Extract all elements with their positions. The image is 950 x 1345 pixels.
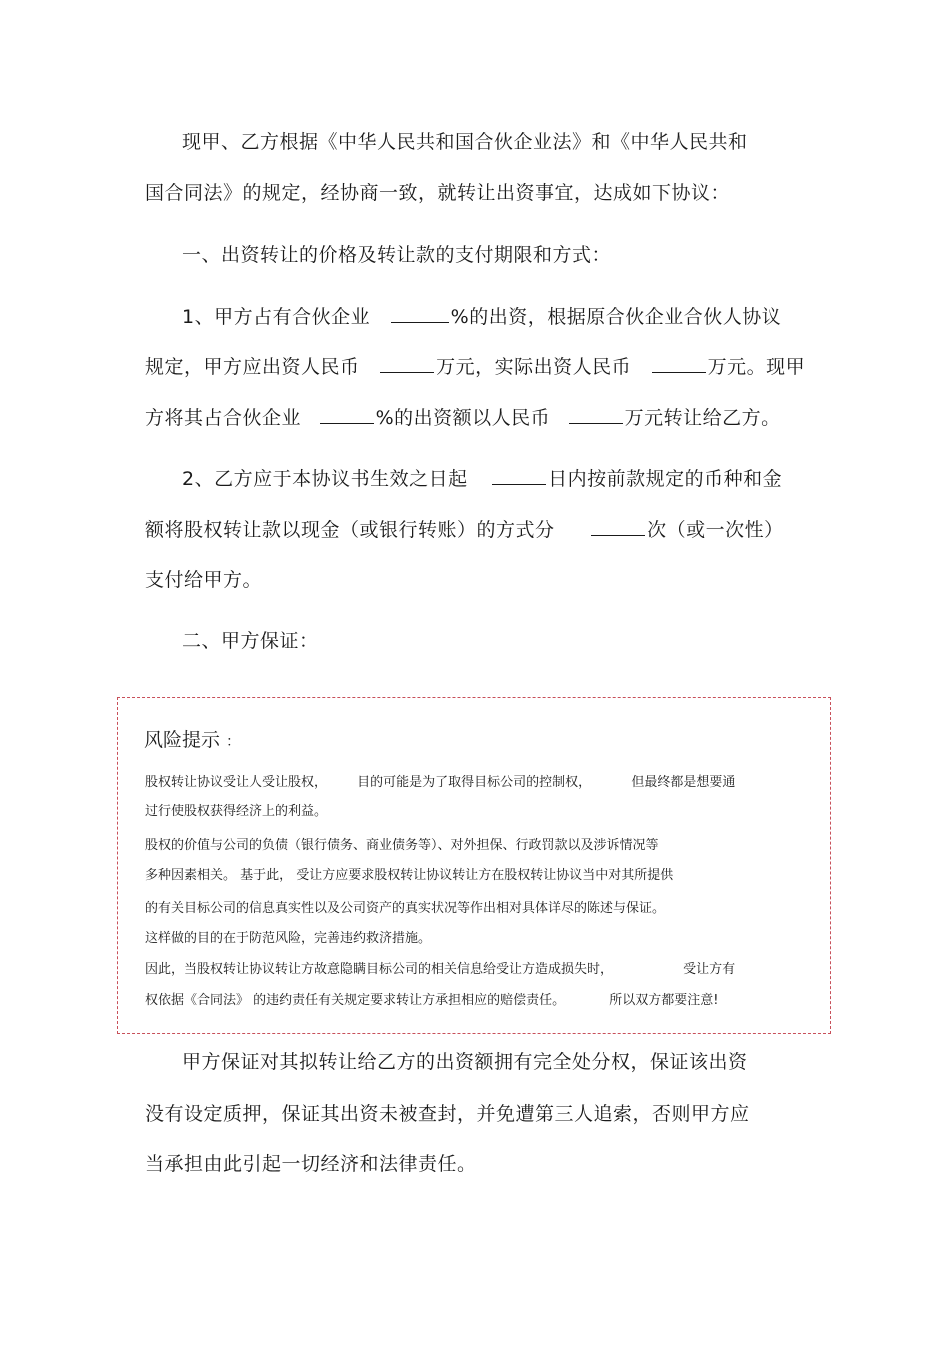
item-1-text-c: 规定，甲方应出资人民币: [145, 356, 360, 378]
item-2-line-2: [145, 517, 784, 543]
transfer-percent-blank[interactable]: [320, 405, 374, 424]
risk-notice-line-2: 过行使股权获得经济上的利益。: [145, 804, 328, 819]
transfer-price-blank[interactable]: [569, 405, 623, 424]
risk-notice-line-1b: 目的可能是为了取得目标公司的控制权，: [357, 775, 592, 790]
item-1-text-a: 1、甲方占有合伙企业: [182, 306, 371, 328]
required-capital-blank[interactable]: [380, 354, 434, 373]
intro-line-2: 国合同法》的规定，经协商一致，就转让出资事宜，达成如下协议：: [145, 182, 731, 204]
item-1-line-1: [182, 304, 781, 330]
item-2-text-b: 日内按前款规定的币种和金: [548, 468, 783, 490]
risk-notice-line-1a: 股权转让协议受让人受让股权，: [145, 775, 328, 790]
risk-notice-line-3: 股权的价值与公司的负债（银行债务、商业债务等）、对外担保、行政罚款以及涉诉情况等: [145, 838, 659, 853]
risk-notice-line-4: 多种因素相关。 基于此， 受让方应要求股权转让协议转让方在股权转让协议当中对其所提供: [145, 868, 674, 883]
payment-days-blank[interactable]: [492, 466, 546, 485]
guarantee-line-1: 甲方保证对其拟转让给乙方的出资额拥有完全处分权，保证该出资: [182, 1051, 748, 1073]
item-2-text-a: 2、乙方应于本协议书生效之日起: [182, 468, 468, 490]
item-2-line-3: 支付给甲方。: [145, 569, 263, 591]
section-1-heading: 一、出资转让的价格及转让款的支付期限和方式：: [182, 244, 612, 266]
risk-notice-line-7a: 因此，当股权转让协议转让方故意隐瞒目标公司的相关信息给受让方造成损失时，: [145, 962, 614, 977]
guarantee-line-3: 当承担由此引起一切经济和法律责任。: [145, 1153, 477, 1175]
actual-capital-blank[interactable]: [652, 354, 706, 373]
risk-notice-title: [144, 727, 240, 755]
intro-line-1: 现甲、乙方根据《中华人民共和国合伙企业法》和《中华人民共和: [182, 131, 748, 153]
risk-notice-line-1c: 但最终都是想要通: [631, 775, 736, 790]
risk-notice-line-8: [145, 992, 719, 1010]
item-1-text-g: %的出资额以人民币: [375, 407, 551, 429]
risk-notice-title-text: 风险提示: [144, 729, 221, 751]
item-1-line-3: [145, 405, 781, 431]
risk-notice-line-8a: 权依据《合同法》 的违约责任有关规定要求转让方承担相应的赔偿责任。: [145, 993, 566, 1008]
item-1-text-e: 万元。现甲: [707, 356, 806, 378]
installments-blank[interactable]: [591, 517, 645, 536]
item-2-line-1: [182, 466, 782, 492]
item-1-text-b: %的出资，根据原合伙企业合伙人协议: [450, 306, 782, 328]
risk-notice-line-8b: 所以双方都要注意!: [609, 993, 719, 1008]
item-2-text-c: 额将股权转让款以现金（或银行转账）的方式分: [145, 519, 555, 541]
risk-notice-title-colon: ：: [226, 734, 241, 750]
share-percent-blank[interactable]: [391, 304, 449, 323]
item-1-text-f: 方将其占合伙企业: [145, 407, 302, 429]
risk-notice-line-7b: 受让方有: [683, 962, 736, 977]
item-2-text-d: 次（或一次性）: [647, 519, 784, 541]
item-1-text-d: 万元，实际出资人民币: [436, 356, 632, 378]
risk-notice-line-1: [145, 774, 735, 792]
section-2-heading: 二、甲方保证：: [182, 630, 319, 652]
item-1-text-h: 万元转让给乙方。: [624, 407, 781, 429]
guarantee-line-2: 没有设定质押，保证其出资未被查封，并免遭第三人追索，否则甲方应: [145, 1103, 750, 1125]
risk-notice-line-6: 这样做的目的在于防范风险，完善违约救济措施。: [145, 931, 432, 946]
item-1-line-2: [145, 354, 805, 380]
risk-notice-line-7: [145, 961, 735, 979]
risk-notice-line-5: 的有关目标公司的信息真实性以及公司资产的真实状况等作出相对具体详尽的陈述与保证。: [145, 901, 666, 916]
